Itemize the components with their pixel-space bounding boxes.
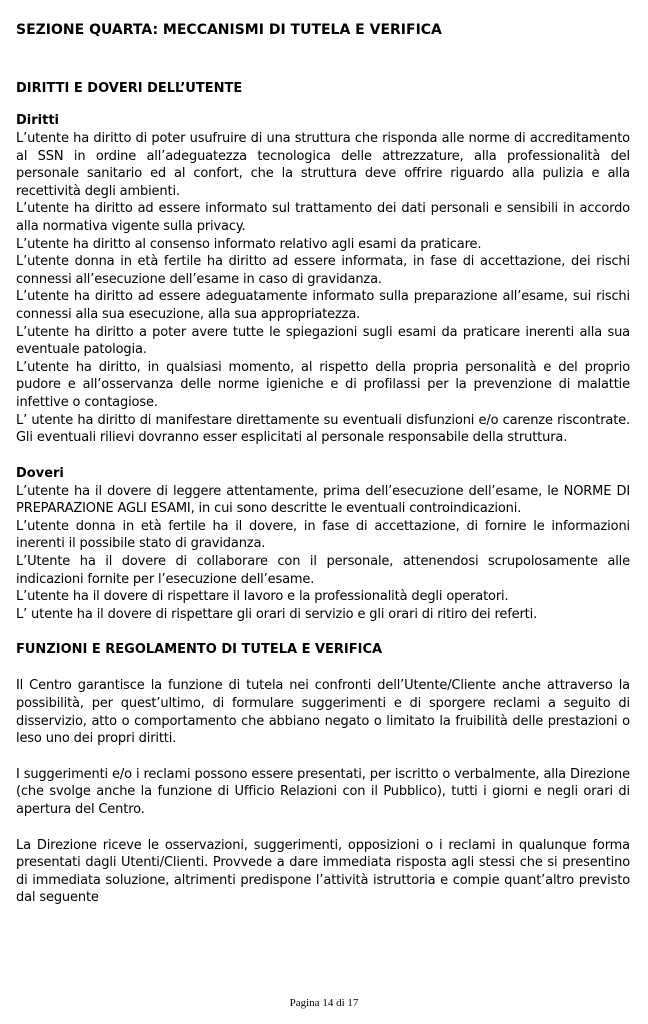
rights-item: L’utente ha diritto a poter avere tutte le spiegazioni sugli esami da praticare inerenti alla sua eventuale patologia.	[16, 324, 630, 358]
rights-item: L’ utente ha diritto di manifestare direttamente su eventuali disfunzioni e/o carenze riscontrate. Gli eventuali rilievi dovranno esser esplicitati al personale responsabile della struttura.	[16, 412, 630, 446]
functions-paragraph: I suggerimenti e/o i reclami possono essere presentati, per iscritto o verbalmente, alla Direzione (che svolge anche la funzione di Ufficio Relazioni con il Pubblico), tutti i giorni e negli orari di apertura del Centro.	[16, 766, 630, 817]
rights-item: L’utente donna in età fertile ha diritto ad essere informata, in fase di accettazione, dei rischi connessi all’esecuzione dell’esame in caso di gravidanza.	[16, 254, 630, 287]
duties-heading: Doveri	[16, 465, 64, 481]
functions-paragraph: Il Centro garantisce la funzione di tutela nei confronti dell’Utente/Cliente anche attraverso la possibilità, per quest’ultimo, di formulare suggerimenti e di sporgere reclami a seguito di disservizio, atto o comportamento che abbiano negato o limitato la fruibilità delle prestazioni o leso uno dei propri diritti.	[16, 678, 630, 747]
duties-item: L’ utente ha il dovere di rispettare gli orari di servizio e gli orari di ritiro dei referti.	[16, 606, 538, 622]
duties-item: L’Utente ha il dovere di collaborare con il personale, attenendosi scrupolosamente alle indicazioni fornite per l’esecuzione dell’esame.	[16, 554, 630, 587]
rights-duties-heading: DIRITTI E DOVERI DELL’UTENTE	[16, 81, 243, 96]
document-page	[16, 21, 630, 907]
rights-item: L’utente ha diritto ad essere adeguatamente informato sulla preparazione all’esame, sui rischi connessi alla sua esecuzione, alla sua appropriatezza.	[16, 289, 630, 322]
section-title: SEZIONE QUARTA: MECCANISMI DI TUTELA E VERIFICA	[16, 22, 442, 38]
duties-item: L’utente ha il dovere di leggere attentamente, prima dell’esecuzione dell’esame, le NORME DI PREPARAZIONE AGLI ESAMI, in cui sono descritte le eventuali controindicazioni.	[16, 483, 630, 517]
duties-item: L’utente donna in età fertile ha il dovere, in fase di accettazione, di fornire le informazioni inerenti il possibile stato di gravidanza.	[16, 518, 630, 552]
functions-heading: FUNZIONI E REGOLAMENTO DI TUTELA E VERIFICA	[16, 642, 383, 658]
functions-paragraph: La Direzione riceve le osservazioni, suggerimenti, opposizioni o i reclami in qualunque forma presentati dagli Utenti/Clienti. Provvede a dare immediata risposta agli stessi che si presentino di immediata soluzione, altrimenti predispone l’attività istruttoria e compie quant’altro previsto dal seguente	[16, 837, 630, 906]
rights-heading: Diritti	[16, 113, 59, 128]
rights-item: L’utente ha diritto ad essere informato sul trattamento dei dati personali e sensibili in accordo alla normativa vigente sulla privacy.	[16, 201, 630, 234]
rights-item: L’utente ha diritto al consenso informato relativo agli esami da praticare.	[16, 236, 482, 252]
rights-item: L’utente ha diritto, in qualsiasi momento, al rispetto della propria personalità e del proprio pudore e all’osservanza delle norme igieniche e di profilassi per la prevenzione di malattie infettive o contagiose.	[16, 359, 630, 410]
page-number-footer: Pagina 14 di 17	[289, 997, 359, 1009]
duties-item: L’utente ha il dovere di rispettare il lavoro e la professionalità degli operatori.	[16, 589, 509, 605]
rights-item: L’utente ha diritto di poter usufruire di una struttura che risponda alle norme di accreditamento al SSN in ordine all’adeguatezza tecnologica delle attrezzature, alla professionalità del personale sanitario ed al confort, che la struttura deve offrire riguardo alla pulizia e alla recettività degli ambienti.	[16, 131, 630, 199]
